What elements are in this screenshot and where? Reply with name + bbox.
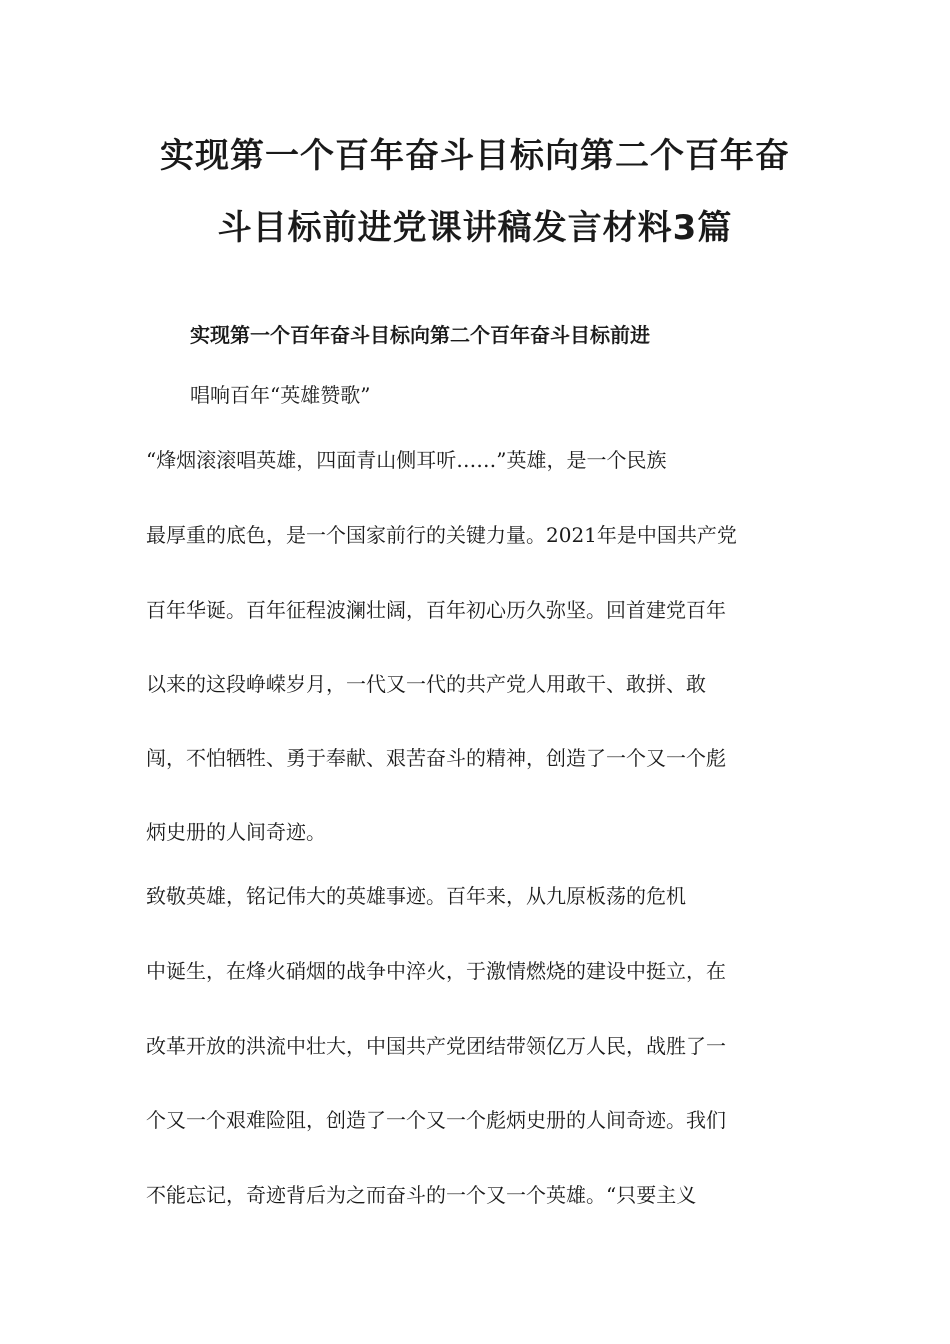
section-heading: 唱响百年“英雄赞歌” <box>190 383 371 407</box>
section-title: 实现第一个百年奋斗目标向第二个百年奋斗目标前进 <box>190 323 650 347</box>
paragraph-line: 中诞生，在烽火硝烟的战争中淬火，于激情燃烧的建设中挺立，在 <box>146 959 726 983</box>
paragraph-line: 个又一个艰难险阻，创造了一个又一个彪炳史册的人间奇迹。我们 <box>146 1108 726 1132</box>
document-title-line-2: 斗目标前进党课讲稿发言材料3篇 <box>217 208 733 248</box>
paragraph-line: 闯，不怕牺牲、勇于奉献、艰苦奋斗的精神，创造了一个又一个彪 <box>146 746 726 770</box>
paragraph-line: 改革开放的洪流中壮大，中国共产党团结带领亿万人民，战胜了一 <box>146 1034 726 1058</box>
paragraph-line: “烽烟滚滚唱英雄，四面青山侧耳听……”英雄，是一个民族 <box>146 448 667 472</box>
paragraph-line: 最厚重的底色，是一个国家前行的关键力量。2021年是中国共产党 <box>146 523 737 547</box>
paragraph-line: 以来的这段峥嵘岁月，一代又一代的共产党人用敢干、敢拼、敢 <box>146 672 706 696</box>
paragraph-line: 致敬英雄，铭记伟大的英雄事迹。百年来，从九原板荡的危机 <box>146 884 686 908</box>
paragraph-line: 不能忘记，奇迹背后为之而奋斗的一个又一个英雄。“只要主义 <box>146 1183 697 1207</box>
paragraph-line: 炳史册的人间奇迹。 <box>146 820 326 844</box>
document-title-line-1: 实现第一个百年奋斗目标向第二个百年奋 <box>160 136 790 176</box>
paragraph-line: 百年华诞。百年征程波澜壮阔，百年初心历久弥坚。回首建党百年 <box>146 598 726 622</box>
